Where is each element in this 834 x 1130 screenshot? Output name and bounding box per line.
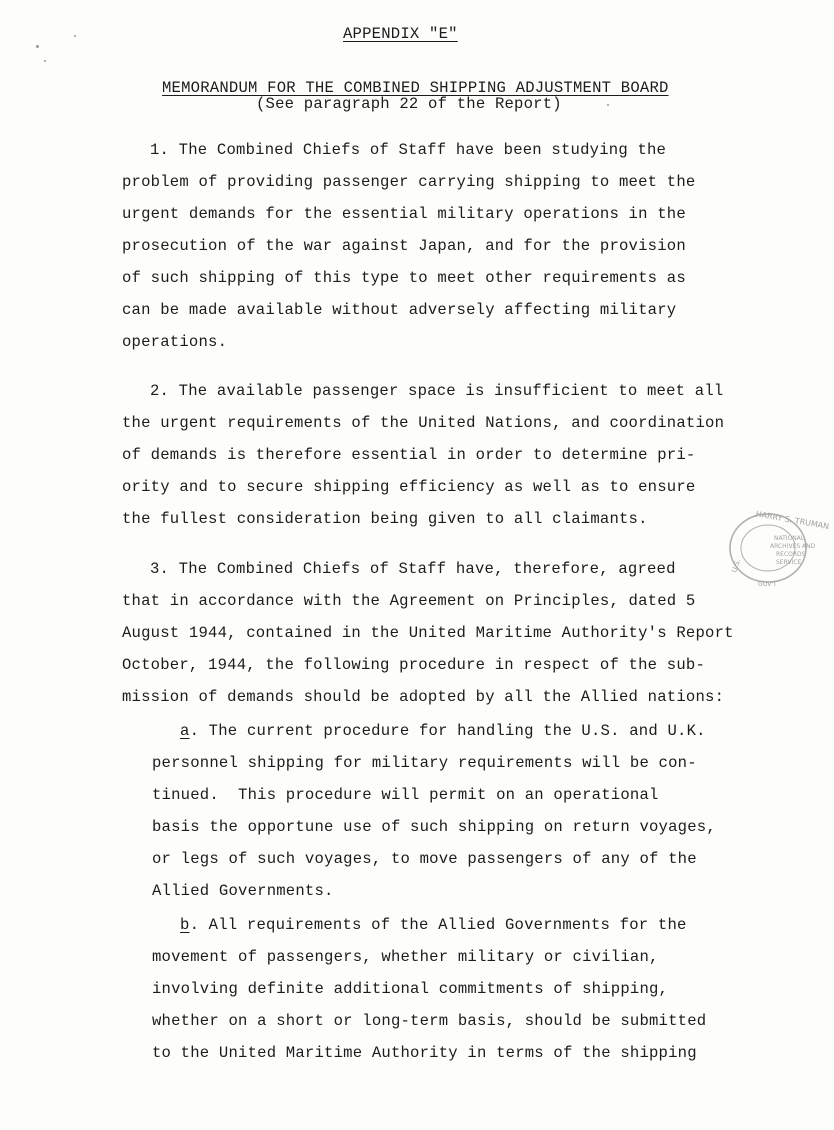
- appendix-title: APPENDIX "E": [343, 25, 458, 43]
- item-a-line: a. The current procedure for handling the U.S. and U.K.: [180, 722, 706, 740]
- paragraph-1-line: problem of providing passenger carrying shipping to meet the: [122, 173, 696, 191]
- paragraph-3-line: 3. The Combined Chiefs of Staff have, therefore, agreed: [150, 560, 676, 578]
- item-b-line: whether on a short or long-term basis, should be submitted: [152, 1012, 707, 1030]
- paragraph-3-line: October, 1944, the following procedure in respect of the sub-: [122, 656, 706, 674]
- memo-title: MEMORANDUM FOR THE COMBINED SHIPPING ADJUSTMENT BOARD: [162, 79, 669, 97]
- paragraph-1-line: of such shipping of this type to meet other requirements as: [122, 269, 686, 287]
- svg-text:RECORDS: RECORDS: [776, 551, 806, 558]
- item-b-line: b. All requirements of the Allied Governments for the: [180, 916, 687, 934]
- svg-text:U.S.: U.S.: [730, 557, 743, 574]
- paper-speck: [44, 60, 46, 62]
- paragraph-1-line: 1. The Combined Chiefs of Staff have been studying the: [150, 141, 667, 159]
- item-a-line: Allied Governments.: [152, 882, 334, 900]
- item-a-line: basis the opportune use of such shipping on return voyages,: [152, 818, 716, 836]
- svg-text:SERVICE: SERVICE: [776, 559, 802, 566]
- paragraph-2-line: ority and to secure shipping efficiency as well as to ensure: [122, 478, 696, 496]
- paper-speck: [36, 45, 39, 48]
- svg-text:HARRY S. TRUMAN: HARRY S. TRUMAN: [754, 509, 830, 532]
- item-a-line: tinued. This procedure will permit on an operational: [152, 786, 659, 804]
- svg-text:ARCHIVES AND: ARCHIVES AND: [770, 543, 816, 550]
- item-a-letter: a: [180, 722, 190, 740]
- paragraph-1-line: urgent demands for the essential military operations in the: [122, 205, 686, 223]
- item-b-line: to the United Maritime Authority in terms of the shipping: [152, 1044, 697, 1062]
- paper-speck: [74, 35, 76, 37]
- svg-text:GOV'T: GOV'T: [758, 581, 777, 588]
- svg-text:NATIONAL: NATIONAL: [774, 535, 805, 542]
- paragraph-2-line: of demands is therefore essential in order to determine pri-: [122, 446, 696, 464]
- paragraph-1-line: prosecution of the war against Japan, and for the provision: [122, 237, 686, 255]
- item-b-letter: b: [180, 916, 190, 934]
- item-a-line: personnel shipping for military requirements will be con-: [152, 754, 697, 772]
- paragraph-3-line: August 1944, contained in the United Maritime Authority's Report: [122, 624, 734, 642]
- archive-stamp-icon: [722, 506, 830, 590]
- paragraph-1-line: operations.: [122, 333, 228, 351]
- item-a-line: or legs of such voyages, to move passengers of any of the: [152, 850, 697, 868]
- paragraph-3-line: that in accordance with the Agreement on Principles, dated 5: [122, 592, 696, 610]
- memo-subtitle: (See paragraph 22 of the Report): [256, 95, 562, 113]
- paragraph-2-line: 2. The available passenger space is insufficient to meet all: [150, 382, 724, 400]
- paragraph-3-line: mission of demands should be adopted by all the Allied nations:: [122, 688, 725, 706]
- item-b-line: movement of passengers, whether military or civilian,: [152, 948, 659, 966]
- paper-speck: [607, 104, 609, 106]
- paragraph-1-line: can be made available without adversely affecting military: [122, 301, 677, 319]
- paragraph-2-line: the fullest consideration being given to all claimants.: [122, 510, 648, 528]
- paragraph-2-line: the urgent requirements of the United Nations, and coordination: [122, 414, 725, 432]
- item-b-line: involving definite additional commitments of shipping,: [152, 980, 669, 998]
